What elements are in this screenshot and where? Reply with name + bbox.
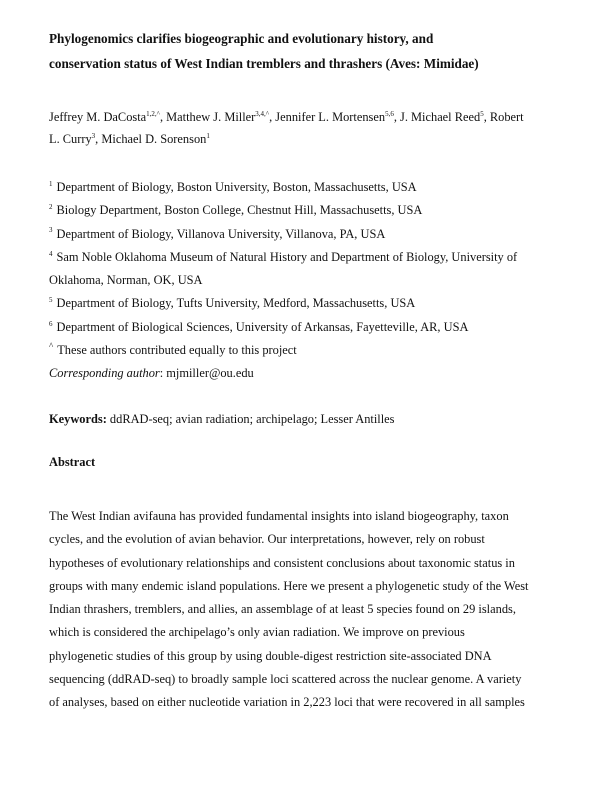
affiliation-text: Department of Biology, Tufts University, Medford, Massachusetts, USA (56, 296, 416, 311)
affiliation-number: 2 (49, 203, 53, 212)
affiliation-text: Biology Department, Boston College, Chestnut Hill, Massachusetts, USA (56, 203, 423, 218)
affiliation-text: Sam Noble Oklahoma Museum of Natural History and Department of Biology, University of (56, 249, 518, 264)
paper-title (49, 26, 569, 76)
abstract-line: sequencing (ddRAD-seq) to broadly sample loci scattered across the nuclear genome. A variety (49, 672, 522, 687)
affiliation-number: 4 (49, 249, 53, 258)
keywords-label: Keywords: (49, 412, 107, 426)
affiliation-number: 3 (49, 226, 53, 235)
abstract-line: cycles, and the evolution of avian behavior. Our interpretations, however, rely on robust (49, 532, 485, 547)
author-name: Jennifer L. Mortensen (275, 110, 386, 124)
abstract-line: groups with many endemic island populations. Here we present a phylogenetic study of the West (49, 578, 529, 593)
keywords-text: ddRAD-seq; avian radiation; archipelago; Lesser Antilles (106, 412, 395, 426)
abstract-line: Indian thrashers, tremblers, and allies, an assemblage of at least 5 species found on 29 islands, (49, 602, 516, 617)
author-affiliation-marker: 5,6 (385, 109, 394, 118)
affiliation-text: Department of Biology, Boston University, Boston, Massachusetts, USA (56, 180, 417, 194)
abstract-line: The West Indian avifauna has provided fundamental insights into island biogeography, taxon (49, 509, 509, 523)
equal-contribution-note (49, 339, 569, 362)
author-name: Jeffrey M. DaCosta (49, 110, 147, 124)
affiliation-item (49, 292, 569, 315)
author-affiliation-marker: 5 (480, 109, 484, 118)
author-name: J. Michael Reed (400, 110, 481, 124)
affiliation-text: Oklahoma, Norman, OK, USA (49, 273, 203, 288)
abstract-line: phylogenetic studies of this group by using double-digest restriction site-associated DNA (49, 648, 492, 663)
equal-contribution-mark: ^ (49, 340, 54, 351)
affiliation-text: Department of Biology, Villanova University, Villanova, PA, USA (56, 226, 386, 241)
corresponding-author (49, 362, 569, 385)
abstract-line: hypotheses of evolutionary relationships and consistent conclusions about taxonomic status in (49, 555, 515, 570)
author-name: Robert (489, 110, 524, 124)
abstract-line: which is considered the archipelago’s only avian radiation. We improve on previous (49, 625, 465, 640)
author-list: Jeffrey M. DaCosta$^{1,2,\^{}}$, Matthew J. Miller$^{3,4,\^{}}$, Jennifer L. Mortensen$^{5,6}$, J. Michael Reed$^5$, Robert L. Curry$^3$, Michael D. Sorenson$^1$ (49, 109, 524, 146)
corresponding-author-label: Corresponding author (49, 366, 160, 381)
keywords (49, 409, 395, 429)
affiliation-number: 5 (49, 296, 53, 305)
affiliation-list (49, 176, 569, 386)
affiliation-item (49, 246, 569, 269)
author-name: Michael D. Sorenson (101, 132, 207, 146)
abstract-heading: Abstract (49, 455, 96, 469)
affiliation-item (49, 223, 569, 246)
affiliation-item (49, 176, 569, 199)
affiliation-item (49, 199, 569, 222)
affiliation-item-continued (49, 269, 569, 292)
title-line-1: Phylogenomics clarifies biogeographic and evolutionary history, and (49, 31, 434, 46)
author-affiliation-marker: 3 (91, 131, 96, 140)
author-affiliation-marker: 1 (206, 131, 210, 140)
affiliation-text: Department of Biological Sciences, University of Arkansas, Fayetteville, AR, USA (56, 319, 469, 334)
affiliation-item (49, 316, 569, 339)
affiliation-number: 1 (49, 179, 53, 188)
corresponding-author-email: : mjmiller@ou.edu (159, 366, 254, 381)
author-name: Matthew J. Miller (166, 110, 256, 124)
abstract-body (49, 505, 569, 715)
affiliation-number: 6 (49, 319, 53, 328)
author-affiliation-marker: 1,2,^ (146, 109, 160, 118)
author-affiliation-marker: 3,4,^ (255, 109, 270, 118)
abstract-line: of analyses, based on either nucleotide variation in 2,223 loci that were recovered in all samples (49, 695, 525, 710)
title-line-2: conservation status of West Indian tremblers and thrashers (Aves: Mimidae) (49, 56, 479, 71)
author-name: L. Curry (49, 132, 92, 146)
equal-contribution-text: These authors contributed equally to this project (57, 343, 297, 358)
